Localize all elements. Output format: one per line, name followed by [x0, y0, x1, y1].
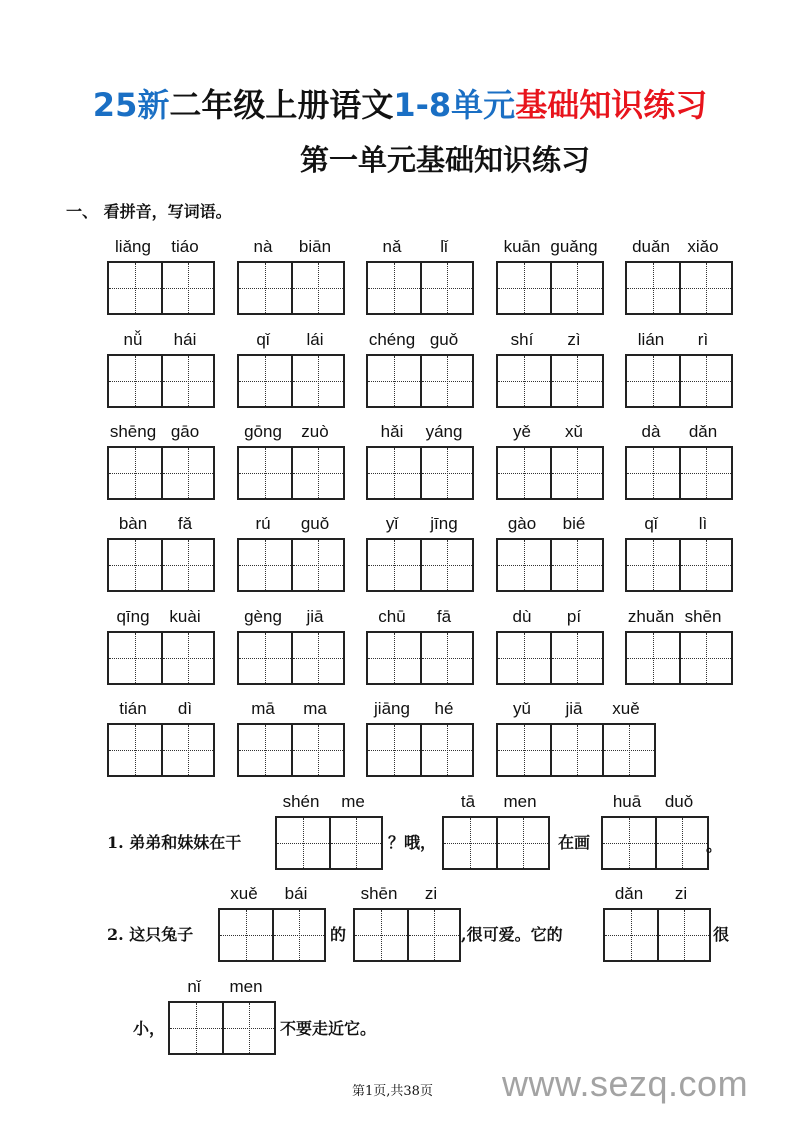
pinyin-syllable: xuě [230, 884, 258, 903]
word-item[interactable] [496, 422, 604, 500]
pinyin-syllable: yǔ [513, 699, 531, 718]
pinyin-syllable: jīng [430, 514, 458, 533]
blank-pinyin [601, 792, 705, 814]
watermark: www.sezq.com [502, 1063, 749, 1104]
blank-pinyin [168, 977, 272, 999]
pinyin-label [625, 607, 729, 629]
writing-cell[interactable] [420, 633, 472, 683]
pinyin-syllable: qǐ [644, 514, 658, 533]
sentence-1-blank-2[interactable] [442, 792, 550, 870]
writing-cell[interactable] [603, 818, 655, 868]
writing-boxes[interactable] [496, 723, 656, 777]
sentence-2-blank-4[interactable] [168, 977, 276, 1055]
pinyin-syllable: huā [612, 792, 642, 811]
pinyin-syllable: chéng [368, 330, 416, 349]
writing-cell[interactable] [550, 540, 602, 590]
pinyin-label [366, 514, 470, 536]
writing-boxes[interactable] [237, 261, 345, 315]
pinyin-syllable: xiǎo [687, 237, 719, 256]
writing-boxes[interactable] [625, 261, 733, 315]
writing-cell[interactable] [496, 818, 548, 868]
pinyin-syllable: hé [434, 699, 454, 718]
writing-cell[interactable] [627, 540, 679, 590]
writing-cell[interactable] [655, 818, 707, 868]
word-item[interactable] [366, 607, 474, 685]
pinyin-syllable: nǚ [123, 330, 143, 349]
writing-cell[interactable] [272, 910, 324, 960]
writing-cell[interactable] [161, 633, 213, 683]
writing-cell[interactable] [161, 725, 213, 775]
word-item[interactable] [107, 514, 215, 592]
pinyin-label [366, 607, 470, 629]
word-item[interactable] [496, 330, 604, 408]
writing-boxes[interactable] [366, 354, 474, 408]
writing-cell[interactable] [291, 448, 343, 498]
pinyin-label [107, 422, 211, 444]
writing-cell[interactable] [368, 540, 420, 590]
pinyin-syllable: bié [562, 514, 586, 533]
writing-cell[interactable] [407, 910, 459, 960]
writing-cell[interactable] [368, 448, 420, 498]
pinyin-label [107, 237, 211, 259]
writing-cell[interactable] [368, 356, 420, 406]
pinyin-syllable: rú [255, 514, 271, 533]
writing-cell[interactable] [627, 448, 679, 498]
writing-cell[interactable] [444, 818, 496, 868]
pinyin-label [237, 237, 341, 259]
pinyin-label [366, 330, 470, 352]
writing-cell[interactable] [498, 633, 550, 683]
pinyin-syllable: mā [251, 699, 275, 718]
pinyin-syllable: zì [567, 330, 581, 349]
pinyin-syllable: zi [674, 884, 688, 903]
writing-cell[interactable] [239, 263, 291, 313]
writing-cell[interactable] [627, 356, 679, 406]
sentence-2-prefix: 2. 这只兔子 [107, 925, 194, 944]
writing-cell[interactable] [368, 633, 420, 683]
writing-cell[interactable] [605, 910, 657, 960]
blank-pinyin [275, 792, 379, 814]
blank-pinyin [442, 792, 546, 814]
sentence-2-blank-1[interactable] [218, 884, 326, 962]
sentence-1-blank-1[interactable] [275, 792, 383, 870]
writing-boxes[interactable] [366, 446, 474, 500]
pinyin-syllable: liǎng [115, 237, 151, 256]
title-part-topic: 基础知识练习 [515, 86, 708, 124]
pinyin-syllable: zhuǎn [627, 607, 675, 626]
pinyin-syllable: jiāng [374, 699, 410, 718]
sentence-2-line2-prefix: 小， [133, 1019, 166, 1038]
word-item[interactable] [107, 607, 215, 685]
section-heading: 一、 看拼音，写词语。 [66, 202, 232, 221]
writing-cell[interactable] [627, 263, 679, 313]
writing-cell[interactable] [220, 910, 272, 960]
writing-boxes[interactable] [601, 816, 709, 870]
pinyin-syllable: biān [298, 237, 332, 256]
pinyin-syllable: nǎ [382, 237, 402, 256]
pinyin-syllable: jiā [565, 699, 583, 718]
pinyin-syllable: duǒ [664, 792, 694, 811]
pinyin-syllable: shēng [109, 422, 157, 441]
pinyin-label [625, 330, 729, 352]
writing-cell[interactable] [161, 540, 213, 590]
sentence-2-mid-2: ,很可爱。它的 [461, 925, 563, 944]
pinyin-syllable: lái [306, 330, 324, 349]
word-item[interactable] [625, 514, 733, 592]
word-item[interactable] [107, 330, 215, 408]
writing-boxes[interactable] [107, 261, 215, 315]
word-item[interactable] [366, 330, 474, 408]
writing-cell[interactable] [550, 725, 602, 775]
word-item[interactable] [496, 607, 604, 685]
writing-cell[interactable] [222, 1003, 274, 1053]
writing-cell[interactable] [679, 356, 731, 406]
writing-boxes[interactable] [625, 446, 733, 500]
pinyin-syllable: tā [460, 792, 476, 811]
writing-cell[interactable] [239, 633, 291, 683]
word-item[interactable] [625, 330, 733, 408]
writing-cell[interactable] [109, 633, 161, 683]
pinyin-syllable: shén [282, 792, 320, 811]
pinyin-syllable: shēn [684, 607, 722, 626]
pinyin-syllable: gèng [244, 607, 282, 626]
title-part-year: 25新 [92, 86, 170, 124]
word-item[interactable] [625, 237, 733, 315]
writing-boxes[interactable] [168, 1001, 276, 1055]
writing-boxes[interactable] [625, 354, 733, 408]
writing-cell[interactable] [550, 356, 602, 406]
pinyin-syllable: hái [173, 330, 197, 349]
writing-cell[interactable] [239, 725, 291, 775]
writing-cell[interactable] [161, 356, 213, 406]
pinyin-syllable: guǎng [550, 237, 598, 256]
writing-cell[interactable] [420, 263, 472, 313]
writing-cell[interactable] [291, 540, 343, 590]
pinyin-syllable: kuài [169, 607, 201, 626]
word-item[interactable] [366, 422, 474, 500]
writing-cell[interactable] [657, 910, 709, 960]
pinyin-syllable: xuě [612, 699, 640, 718]
pinyin-syllable: dì [177, 699, 193, 718]
pinyin-syllable: chū [378, 607, 406, 626]
pinyin-syllable: guǒ [429, 330, 459, 349]
pinyin-label [237, 699, 341, 721]
pinyin-syllable: me [341, 792, 365, 811]
pinyin-label [625, 514, 729, 536]
pinyin-label [107, 330, 211, 352]
pinyin-syllable: bàn [118, 514, 148, 533]
pinyin-syllable: men [229, 977, 263, 996]
writing-cell[interactable] [291, 356, 343, 406]
writing-cell[interactable] [368, 263, 420, 313]
writing-boxes[interactable] [237, 354, 345, 408]
pinyin-label [496, 330, 600, 352]
blank-pinyin [218, 884, 322, 906]
pinyin-label [237, 514, 341, 536]
pinyin-syllable: dǎn [688, 422, 718, 441]
pinyin-syllable: gōng [244, 422, 282, 441]
sentence-2-mid-3: 很 [713, 925, 730, 944]
writing-cell[interactable] [170, 1003, 222, 1053]
word-item[interactable] [237, 607, 345, 685]
writing-cell[interactable] [329, 818, 381, 868]
word-item[interactable] [496, 237, 604, 315]
writing-boxes[interactable] [366, 261, 474, 315]
pinyin-syllable: lì [698, 514, 708, 533]
pinyin-syllable: lǐ [440, 237, 448, 256]
word-item[interactable] [496, 514, 604, 592]
pinyin-label [107, 607, 211, 629]
writing-cell[interactable] [498, 540, 550, 590]
word-item[interactable] [366, 699, 474, 777]
sentence-2-blank-3[interactable] [603, 884, 711, 962]
writing-cell[interactable] [291, 633, 343, 683]
word-item[interactable] [366, 514, 474, 592]
writing-boxes[interactable] [275, 816, 383, 870]
pinyin-syllable: nà [253, 237, 273, 256]
document-title [0, 80, 800, 126]
writing-cell[interactable] [498, 725, 550, 775]
sentence-1-blank-3[interactable] [601, 792, 709, 870]
word-item[interactable] [496, 699, 656, 777]
writing-cell[interactable] [355, 910, 407, 960]
writing-cell[interactable] [679, 633, 731, 683]
writing-cell[interactable] [627, 633, 679, 683]
pinyin-syllable: gāo [170, 422, 200, 441]
sentence-2-end: 不要走近它。 [280, 1019, 377, 1038]
pinyin-syllable: lián [637, 330, 665, 349]
pinyin-syllable: dù [512, 607, 532, 626]
pinyin-syllable: dǎn [614, 884, 644, 903]
writing-cell[interactable] [420, 448, 472, 498]
writing-cell[interactable] [679, 263, 731, 313]
writing-boxes[interactable] [107, 354, 215, 408]
pinyin-syllable: shí [510, 330, 534, 349]
pinyin-syllable: shēn [360, 884, 398, 903]
pinyin-syllable: ma [303, 699, 327, 718]
pinyin-syllable: nǐ [187, 977, 201, 996]
word-item[interactable] [107, 237, 215, 315]
writing-boxes[interactable] [366, 723, 474, 777]
pinyin-label [496, 514, 600, 536]
writing-boxes[interactable] [237, 723, 345, 777]
pinyin-syllable: tiáo [171, 237, 199, 256]
writing-boxes[interactable] [353, 908, 461, 962]
pinyin-syllable: men [503, 792, 537, 811]
writing-cell[interactable] [109, 448, 161, 498]
writing-boxes[interactable] [625, 538, 733, 592]
pinyin-syllable: fǎ [177, 514, 193, 533]
pinyin-syllable: hǎi [380, 422, 404, 441]
writing-cell[interactable] [109, 356, 161, 406]
writing-boxes[interactable] [496, 538, 604, 592]
pinyin-label [496, 237, 600, 259]
pinyin-syllable: xǔ [565, 422, 583, 441]
word-item[interactable] [237, 330, 345, 408]
pinyin-syllable: gào [507, 514, 537, 533]
pinyin-syllable: jiā [306, 607, 324, 626]
writing-boxes[interactable] [366, 631, 474, 685]
writing-boxes[interactable] [218, 908, 326, 962]
word-item[interactable] [237, 237, 345, 315]
writing-cell[interactable] [550, 263, 602, 313]
writing-cell[interactable] [109, 540, 161, 590]
pinyin-syllable: pí [566, 607, 582, 626]
page-number: 第1页,共38页 [352, 1084, 433, 1099]
pinyin-label [625, 422, 729, 444]
writing-cell[interactable] [161, 263, 213, 313]
pinyin-syllable: dà [641, 422, 661, 441]
writing-boxes[interactable] [107, 538, 215, 592]
writing-cell[interactable] [498, 448, 550, 498]
pinyin-label [496, 422, 600, 444]
writing-boxes[interactable] [237, 538, 345, 592]
writing-boxes[interactable] [237, 631, 345, 685]
pinyin-label [496, 699, 652, 721]
pinyin-label [107, 514, 211, 536]
writing-boxes[interactable] [107, 723, 215, 777]
word-item[interactable] [366, 237, 474, 315]
writing-boxes[interactable] [603, 908, 711, 962]
pinyin-label [366, 237, 470, 259]
writing-boxes[interactable] [496, 446, 604, 500]
pinyin-syllable: rì [697, 330, 709, 349]
blank-pinyin [603, 884, 707, 906]
pinyin-label [237, 422, 341, 444]
pinyin-syllable: duǎn [632, 237, 670, 256]
pinyin-syllable: zi [424, 884, 438, 903]
pinyin-label [496, 607, 600, 629]
word-item[interactable] [107, 422, 215, 500]
word-item[interactable] [237, 514, 345, 592]
word-item[interactable] [625, 422, 733, 500]
writing-boxes[interactable] [237, 446, 345, 500]
writing-boxes[interactable] [107, 446, 215, 500]
pinyin-syllable: yǐ [385, 514, 399, 533]
writing-boxes[interactable] [496, 354, 604, 408]
writing-boxes[interactable] [442, 816, 550, 870]
pinyin-label [237, 607, 341, 629]
writing-cell[interactable] [239, 540, 291, 590]
pinyin-label [366, 699, 470, 721]
writing-cell[interactable] [239, 356, 291, 406]
writing-cell[interactable] [420, 725, 472, 775]
writing-boxes[interactable] [496, 261, 604, 315]
writing-cell[interactable] [291, 263, 343, 313]
writing-cell[interactable] [368, 725, 420, 775]
title-part-grade: 二年级上册语文 [169, 86, 394, 124]
writing-boxes[interactable] [107, 631, 215, 685]
sentence-1-mid-1: ？哦， [388, 833, 437, 852]
pinyin-syllable: bái [284, 884, 308, 903]
pinyin-label [366, 422, 470, 444]
word-item[interactable] [237, 699, 345, 777]
title-part-units: 1-8单元 [393, 86, 516, 124]
sentence-2-blank-2[interactable] [353, 884, 461, 962]
pinyin-syllable: kuān [503, 237, 541, 256]
writing-cell[interactable] [550, 448, 602, 498]
pinyin-syllable: guǒ [300, 514, 330, 533]
writing-cell[interactable] [420, 540, 472, 590]
writing-cell[interactable] [239, 448, 291, 498]
writing-cell[interactable] [679, 448, 731, 498]
writing-cell[interactable] [498, 263, 550, 313]
writing-cell[interactable] [109, 263, 161, 313]
pinyin-syllable: qīng [116, 607, 150, 626]
word-item[interactable] [237, 422, 345, 500]
writing-cell[interactable] [420, 356, 472, 406]
sentence-2-mid-1: 的 [330, 925, 347, 944]
unit-subtitle: 第一单元基础知识练习 [299, 143, 590, 177]
writing-boxes[interactable] [496, 631, 604, 685]
pinyin-label [107, 699, 211, 721]
pinyin-label [625, 237, 729, 259]
writing-boxes[interactable] [625, 631, 733, 685]
sentence-1-end: 。 [706, 836, 723, 855]
writing-cell[interactable] [602, 725, 654, 775]
pinyin-syllable: yáng [425, 422, 463, 441]
writing-cell[interactable] [291, 725, 343, 775]
pinyin-syllable: fā [436, 607, 452, 626]
pinyin-syllable: yě [513, 422, 531, 441]
word-item[interactable] [625, 607, 733, 685]
writing-cell[interactable] [679, 540, 731, 590]
word-item[interactable] [107, 699, 215, 777]
sentence-1-prefix: 1. 弟弟和妹妹在干 [107, 833, 242, 852]
sentence-1-mid-2: 在画 [558, 833, 591, 852]
writing-boxes[interactable] [366, 538, 474, 592]
writing-cell[interactable] [161, 448, 213, 498]
pinyin-syllable: qǐ [256, 330, 270, 349]
writing-cell[interactable] [550, 633, 602, 683]
pinyin-label [237, 330, 341, 352]
writing-cell[interactable] [498, 356, 550, 406]
writing-cell[interactable] [277, 818, 329, 868]
pinyin-syllable: zuò [301, 422, 329, 441]
pinyin-syllable: tián [119, 699, 147, 718]
blank-pinyin [353, 884, 457, 906]
writing-cell[interactable] [109, 725, 161, 775]
